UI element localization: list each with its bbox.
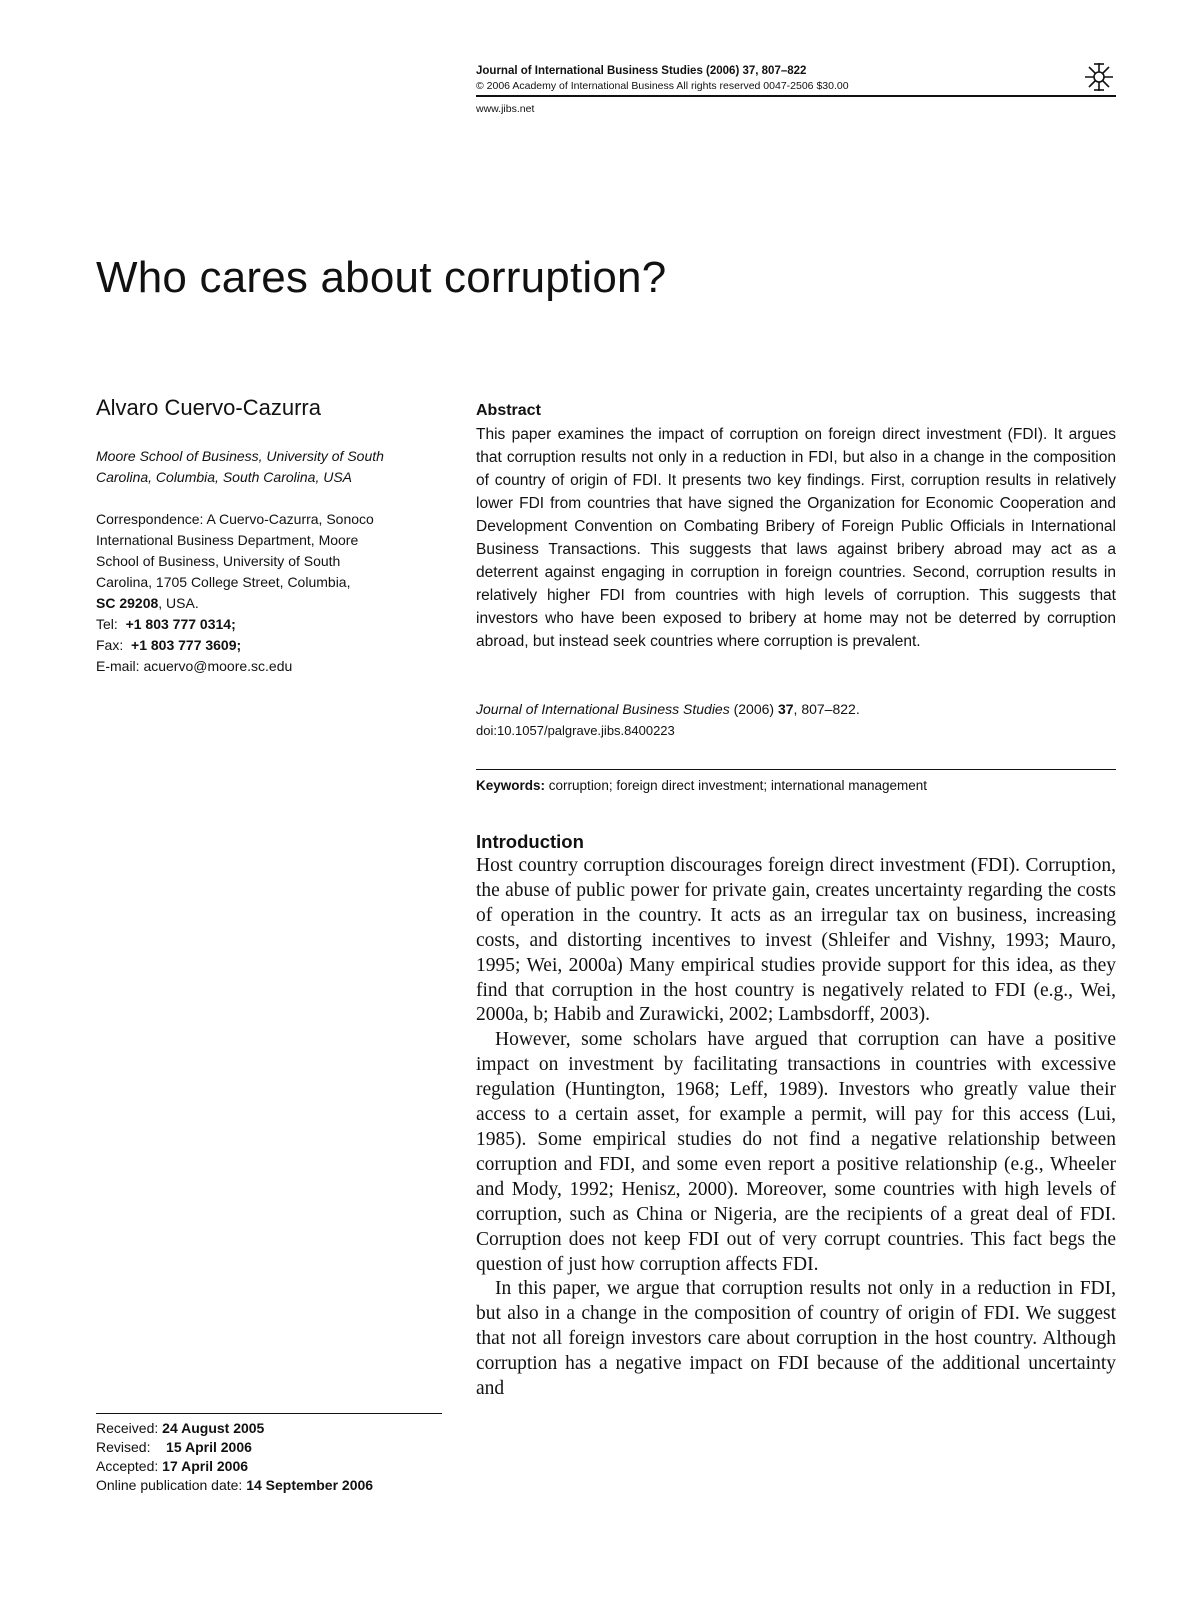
keywords-text: corruption; foreign direct investment; international management xyxy=(548,778,928,793)
correspondence-postal-line xyxy=(96,593,436,614)
online-label: Online publication date: xyxy=(96,1477,243,1493)
revised-date-line xyxy=(96,1438,442,1457)
dates-rule xyxy=(96,1413,442,1414)
copyright-line: © 2006 Academy of International Business All rights reserved 0047-2506 $30.00 xyxy=(476,80,849,92)
header-rule xyxy=(476,95,1116,97)
revised-label: Revised: xyxy=(96,1439,151,1455)
citation-year: (2006) xyxy=(729,701,778,717)
author-affiliation: Moore School of Business, University of South Carolina, Columbia, South Carolina, USA xyxy=(96,448,384,485)
telephone-label: Tel: xyxy=(96,616,118,632)
correspondence-line: Correspondence: A Cuervo-Cazurra, Sonoco xyxy=(96,511,374,527)
received-date: 24 August 2005 xyxy=(162,1420,265,1436)
publisher-logo-icon xyxy=(1082,60,1116,94)
publication-dates xyxy=(96,1419,442,1495)
keywords-label: Keywords: xyxy=(476,778,546,793)
introduction-heading: Introduction xyxy=(476,831,584,852)
citation-journal: Journal of International Business Studies xyxy=(476,701,730,717)
keywords-line xyxy=(476,776,1116,796)
body-paragraph: In this paper, we argue that corruption results not only in a reduction in FDI, but also in a change in the composition of country of origin of FDI. We suggest that not all foreign investors care about corruption in the host country. Although corruption has a negative impact on FDI because of the additional uncertainty and xyxy=(476,1278,1116,1400)
fax-line xyxy=(96,635,436,656)
received-label: Received: xyxy=(96,1420,159,1436)
body-paragraph: However, some scholars have argued that corruption can have a positive impact on investment by facilitating transactions in countries with excessive regulation (Huntington, 1968; Leff, 1989). Investors who greatly value their access to a certain asset, for example a permit, will pay for this access (Lui, 1985). Some empirical studies do not find a negative relationship between corruption and FDI, and some even report a positive relationship (e.g., Wheeler and Mody, 1992; Henisz, 2000). Moreover, some countries with high levels of corruption, such as China or Nigeria, are the recipients of a great deal of FDI. Corruption does not keep FDI out of very corrupt countries. This fact begs the question of just how corruption affects FDI. xyxy=(476,1029,1116,1275)
online-date: 14 September 2006 xyxy=(246,1477,374,1493)
body-paragraph: Host country corruption discourages foreign direct investment (FDI). Corruption, the abuse of public power for private gain, creates uncertainty regarding the costs of operation in the country. It acts as an irregular tax on business, increasing costs, and distorting incentives to invest (Shleifer and Vishny, 1993; Mauro, 1995; Wei, 2000a) Many empirical studies provide support for this idea, as they find that corruption in the host country is negatively related to FDI (e.g., Wei, 2000a, b; Habib and Zurawicki, 2002; Lambsdorff, 2003). xyxy=(476,855,1116,1026)
email-line xyxy=(96,656,436,677)
correspondence-line: School of Business, University of South xyxy=(96,553,341,569)
author-name: Alvaro Cuervo-Cazurra xyxy=(96,395,321,420)
email-address: acuervo@moore.sc.edu xyxy=(143,658,293,674)
journal-citation-line: Journal of International Business Studies (2006) 37, 807–822 xyxy=(476,65,807,77)
fax-label: Fax: xyxy=(96,637,124,653)
introduction-body xyxy=(476,854,1116,1402)
postal-code: SC 29208 xyxy=(96,595,159,611)
received-date-line xyxy=(96,1419,442,1438)
revised-date: 15 April 2006 xyxy=(166,1439,252,1455)
article-title: Who cares about corruption? xyxy=(96,253,667,302)
accepted-date-line xyxy=(96,1457,442,1476)
correspondence-line: International Business Department, Moore xyxy=(96,532,359,548)
online-date-line xyxy=(96,1476,442,1495)
keywords-rule xyxy=(476,769,1116,770)
correspondence-block xyxy=(96,509,436,677)
accepted-label: Accepted: xyxy=(96,1458,159,1474)
citation-pages: , 807–822. xyxy=(793,701,860,717)
telephone-line xyxy=(96,614,436,635)
telephone-number: +1 803 777 0314; xyxy=(125,616,236,632)
email-label: E-mail: xyxy=(96,658,140,674)
accepted-date: 17 April 2006 xyxy=(162,1458,249,1474)
abstract-text: This paper examines the impact of corruption on foreign direct investment (FDI). It argues that corruption results not only in a reduction in FDI, but also in a change in the composition of country of origin of FDI. It presents two key findings. First, corruption results in relatively lower FDI from countries that have signed the Organization for Economic Cooperation and Development Convention on Combating Bribery of Foreign Public Officials in International Business Transactions. This suggests that laws against bribery abroad may act as a deterrent against engaging in corruption in foreign countries. Second, corruption results in relatively higher FDI from countries with high levels of corruption. This suggests that investors who have been exposed to bribery at home may not be deterred by corruption abroad, but instead seek countries where corruption is prevalent. xyxy=(476,426,1116,650)
fax-number: +1 803 777 3609; xyxy=(131,637,242,653)
abstract-citation xyxy=(476,699,1116,720)
postal-country: , USA. xyxy=(158,595,199,611)
doi-link[interactable]: doi:10.1057/palgrave.jibs.8400223 xyxy=(476,723,675,738)
citation-volume: 37 xyxy=(777,701,794,717)
abstract-heading: Abstract xyxy=(476,402,541,419)
journal-website: www.jibs.net xyxy=(476,103,535,115)
running-header xyxy=(476,64,1116,116)
correspondence-line: Carolina, 1705 College Street, Columbia, xyxy=(96,574,351,590)
